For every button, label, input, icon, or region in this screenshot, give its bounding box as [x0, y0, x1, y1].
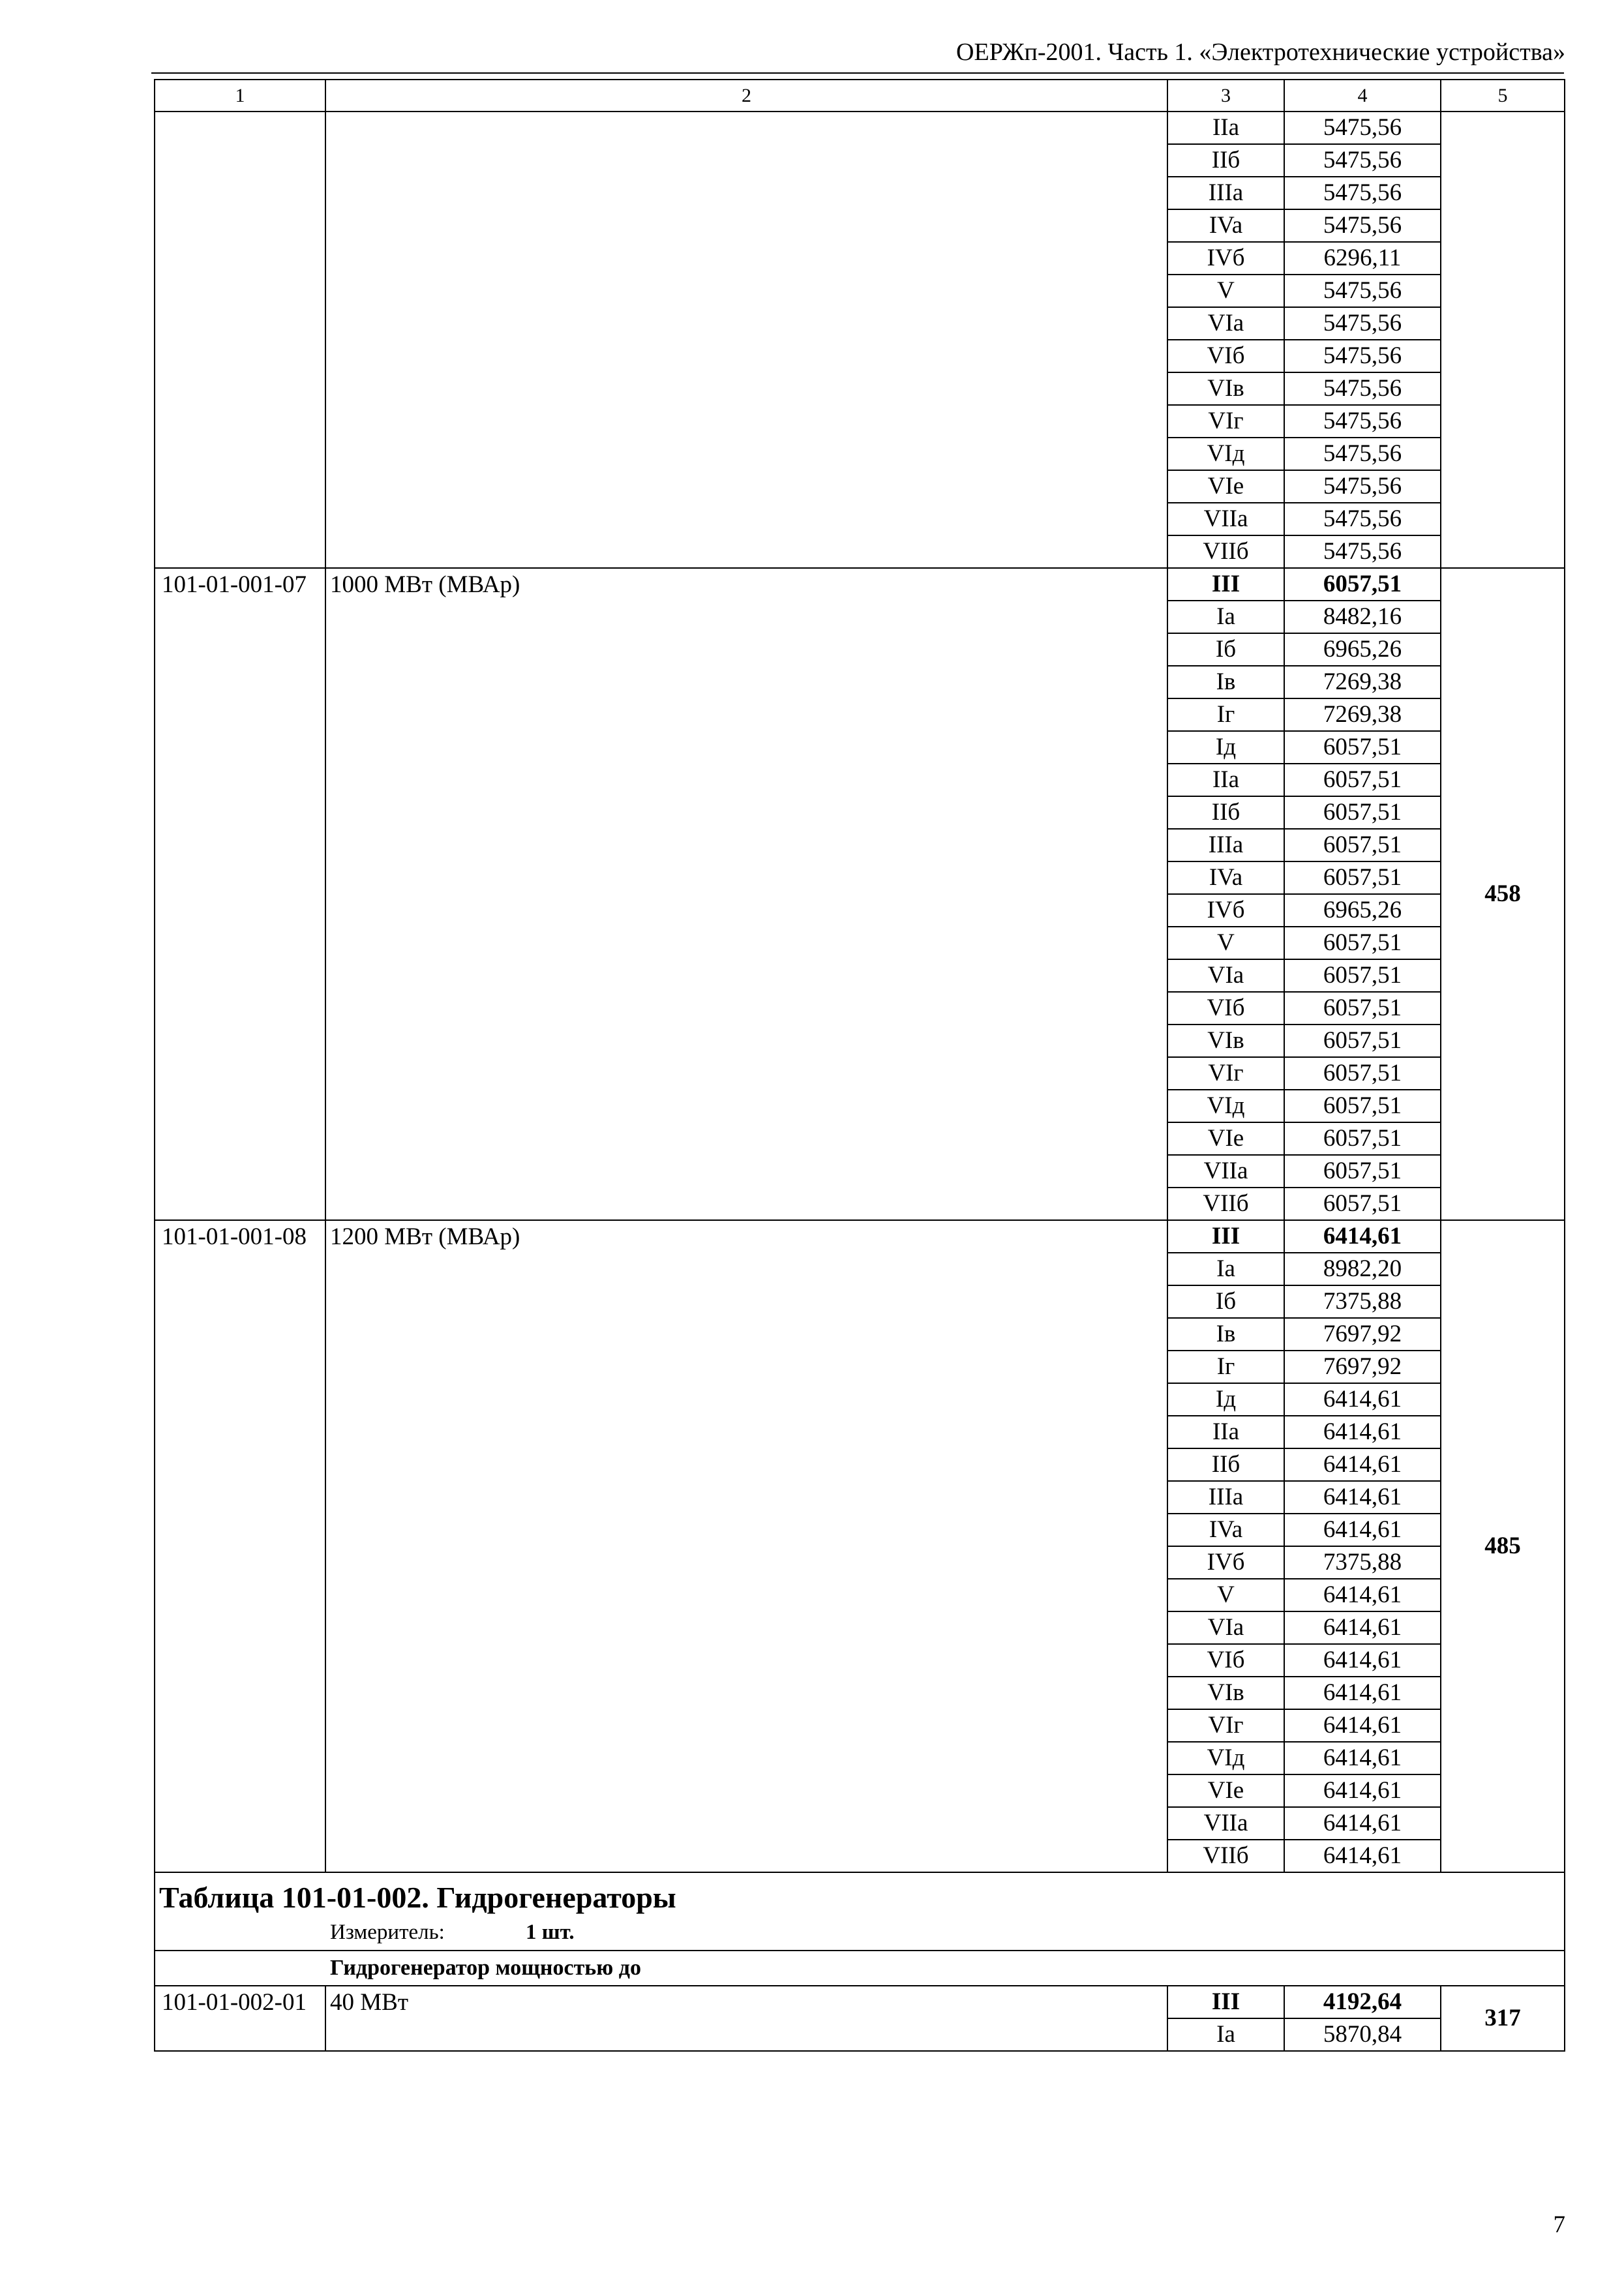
zone-cell: VIIa [1167, 1155, 1284, 1188]
price-table-body [155, 80, 1565, 2051]
zone-cell: IVб [1167, 242, 1284, 275]
price-cell: 5475,56 [1284, 340, 1441, 372]
price-cell: 6414,61 [1284, 1220, 1441, 1253]
running-header: ОЕРЖп-2001. Часть 1. «Электротехнические устройства» [956, 38, 1565, 66]
zone-cell: VIв [1167, 1025, 1284, 1057]
price-cell: 6057,51 [1284, 1122, 1441, 1155]
price-cell: 5475,56 [1284, 209, 1441, 242]
price-cell: 6414,61 [1284, 1579, 1441, 1611]
price-cell: 7697,92 [1284, 1318, 1441, 1351]
zone-cell: IVa [1167, 861, 1284, 894]
zone-cell: Iв [1167, 666, 1284, 698]
zone-cell: III [1167, 568, 1284, 601]
zone-cell: Iб [1167, 633, 1284, 666]
zone-cell: V [1167, 927, 1284, 959]
price-cell: 6057,51 [1284, 927, 1441, 959]
price-cell: 6057,51 [1284, 861, 1441, 894]
zone-cell: V [1167, 1579, 1284, 1611]
column-number: 3 [1167, 80, 1284, 112]
price-cell: 6414,61 [1284, 1514, 1441, 1546]
measure-line [330, 1919, 1560, 1946]
price-cell: 6057,51 [1284, 959, 1441, 992]
zone-cell: IIIa [1167, 1481, 1284, 1514]
entry-row [155, 1220, 1565, 1253]
zone-cell: VIIб [1167, 1188, 1284, 1220]
zone-cell: VIг [1167, 405, 1284, 438]
price-cell: 5475,56 [1284, 112, 1441, 144]
zone-cell: Iг [1167, 1351, 1284, 1383]
price-cell: 6057,51 [1284, 1057, 1441, 1090]
section-heading [155, 1872, 1565, 1951]
price-cell: 5475,56 [1284, 144, 1441, 177]
column-number-row [155, 80, 1565, 112]
zone-cell: VIг [1167, 1709, 1284, 1742]
entry-name-empty [325, 112, 1167, 568]
entry-code: 101-01-001-07 [155, 568, 325, 1220]
column-number: 5 [1441, 80, 1565, 112]
section-heading-row [155, 1872, 1565, 1951]
price-cell: 5475,56 [1284, 438, 1441, 470]
page-number: 7 [1553, 2211, 1565, 2238]
zone-cell: VIб [1167, 992, 1284, 1025]
column-number: 4 [1284, 80, 1441, 112]
price-cell: 6057,51 [1284, 1090, 1441, 1122]
zone-cell: VIe [1167, 1122, 1284, 1155]
price-cell: 5475,56 [1284, 503, 1441, 535]
price-cell: 7697,92 [1284, 1351, 1441, 1383]
entry-code: 101-01-002-01 [155, 1986, 325, 2051]
zone-cell: VIIб [1167, 1840, 1284, 1872]
zone-cell: VIв [1167, 1677, 1284, 1709]
price-cell: 6414,61 [1284, 1742, 1441, 1774]
zone-cell: VIг [1167, 1057, 1284, 1090]
zone-cell: Ia [1167, 1253, 1284, 1285]
zone-cell: V [1167, 275, 1284, 307]
price-cell: 6414,61 [1284, 1644, 1441, 1677]
price-table [154, 79, 1565, 2052]
zone-cell: IIIa [1167, 177, 1284, 209]
price-cell: 5475,56 [1284, 470, 1441, 503]
price-cell: 5475,56 [1284, 372, 1441, 405]
entry-code: 101-01-001-08 [155, 1220, 325, 1872]
zone-cell: III [1167, 1986, 1284, 2018]
group-heading-row [155, 1951, 1565, 1986]
price-cell: 6965,26 [1284, 633, 1441, 666]
zone-cell: IIa [1167, 112, 1284, 144]
entry-name: 1000 МВт (МВАр) [325, 568, 1167, 1220]
zone-cell: VIa [1167, 307, 1284, 340]
column-number: 1 [155, 80, 325, 112]
price-cell: 6296,11 [1284, 242, 1441, 275]
price-cell: 7269,38 [1284, 698, 1441, 731]
price-cell: 6414,61 [1284, 1677, 1441, 1709]
zone-cell: Ia [1167, 2018, 1284, 2051]
zone-cell: VIIб [1167, 535, 1284, 568]
price-cell: 6414,61 [1284, 1383, 1441, 1416]
zone-cell: III [1167, 1220, 1284, 1253]
zone-cell: VIб [1167, 1644, 1284, 1677]
price-cell: 5475,56 [1284, 275, 1441, 307]
price-cell: 6057,51 [1284, 731, 1441, 764]
zone-cell: VIe [1167, 1774, 1284, 1807]
zone-cell: IIa [1167, 764, 1284, 796]
zone-cell: VIIa [1167, 1807, 1284, 1840]
zone-cell: Iв [1167, 1318, 1284, 1351]
zone-cell: IIa [1167, 1416, 1284, 1448]
entry-col5: 317 [1441, 1986, 1565, 2051]
zone-cell: VIe [1167, 470, 1284, 503]
price-cell: 6414,61 [1284, 1807, 1441, 1840]
column-number: 2 [325, 80, 1167, 112]
entry-code-empty [155, 112, 325, 568]
zone-cell: VIд [1167, 438, 1284, 470]
zone-cell: IIб [1167, 796, 1284, 829]
entry-name: 1200 МВт (МВАр) [325, 1220, 1167, 1872]
price-cell: 8982,20 [1284, 1253, 1441, 1285]
zone-cell: VIa [1167, 959, 1284, 992]
section-title: Таблица 101-01-002. Гидрогенераторы [159, 1881, 676, 1914]
price-cell: 6414,61 [1284, 1448, 1441, 1481]
price-cell: 6057,51 [1284, 796, 1441, 829]
zone-cell: Iд [1167, 731, 1284, 764]
entry-col5: 485 [1441, 1220, 1565, 1872]
group-heading: Гидрогенератор мощностью до [155, 1951, 1565, 1986]
price-cell: 8482,16 [1284, 601, 1441, 633]
price-cell: 6414,61 [1284, 1840, 1441, 1872]
price-cell: 6414,61 [1284, 1611, 1441, 1644]
zone-cell: VIд [1167, 1090, 1284, 1122]
price-cell: 6414,61 [1284, 1481, 1441, 1514]
zone-cell: VIa [1167, 1611, 1284, 1644]
entry-row [155, 1986, 1565, 2018]
price-cell: 5870,84 [1284, 2018, 1441, 2051]
price-cell: 6414,61 [1284, 1416, 1441, 1448]
entry-row [155, 568, 1565, 601]
price-cell: 5475,56 [1284, 177, 1441, 209]
zone-cell: Iг [1167, 698, 1284, 731]
price-cell: 6057,51 [1284, 1155, 1441, 1188]
zone-cell: VIд [1167, 1742, 1284, 1774]
zone-cell: IVa [1167, 209, 1284, 242]
zone-cell: Ia [1167, 601, 1284, 633]
zone-row [155, 112, 1565, 144]
price-cell: 6057,51 [1284, 992, 1441, 1025]
price-cell: 6414,61 [1284, 1709, 1441, 1742]
zone-cell: Iб [1167, 1285, 1284, 1318]
price-cell: 7269,38 [1284, 666, 1441, 698]
measure-label: Измеритель: [330, 1921, 445, 1944]
measure-value: 1 шт. [526, 1921, 575, 1944]
price-cell: 7375,88 [1284, 1285, 1441, 1318]
price-cell: 7375,88 [1284, 1546, 1441, 1579]
price-cell: 6965,26 [1284, 894, 1441, 927]
zone-cell: IVa [1167, 1514, 1284, 1546]
price-cell: 5475,56 [1284, 535, 1441, 568]
zone-cell: IVб [1167, 894, 1284, 927]
price-cell: 6057,51 [1284, 568, 1441, 601]
zone-cell: Iд [1167, 1383, 1284, 1416]
header-rule [151, 72, 1564, 74]
zone-cell: VIб [1167, 340, 1284, 372]
zone-cell: IIб [1167, 1448, 1284, 1481]
price-cell: 5475,56 [1284, 405, 1441, 438]
entry-name: 40 МВт [325, 1986, 1167, 2051]
zone-cell: IIIa [1167, 829, 1284, 861]
entry-col5-empty [1441, 112, 1565, 568]
zone-cell: IVб [1167, 1546, 1284, 1579]
price-cell: 6057,51 [1284, 1188, 1441, 1220]
entry-col5: 458 [1441, 568, 1565, 1220]
price-table-container [154, 79, 1564, 2052]
zone-cell: IIб [1167, 144, 1284, 177]
zone-cell: VIв [1167, 372, 1284, 405]
price-cell: 6057,51 [1284, 829, 1441, 861]
zone-cell: VIIa [1167, 503, 1284, 535]
price-cell: 6057,51 [1284, 1025, 1441, 1057]
price-cell: 4192,64 [1284, 1986, 1441, 2018]
price-cell: 6414,61 [1284, 1774, 1441, 1807]
price-cell: 6057,51 [1284, 764, 1441, 796]
price-cell: 5475,56 [1284, 307, 1441, 340]
